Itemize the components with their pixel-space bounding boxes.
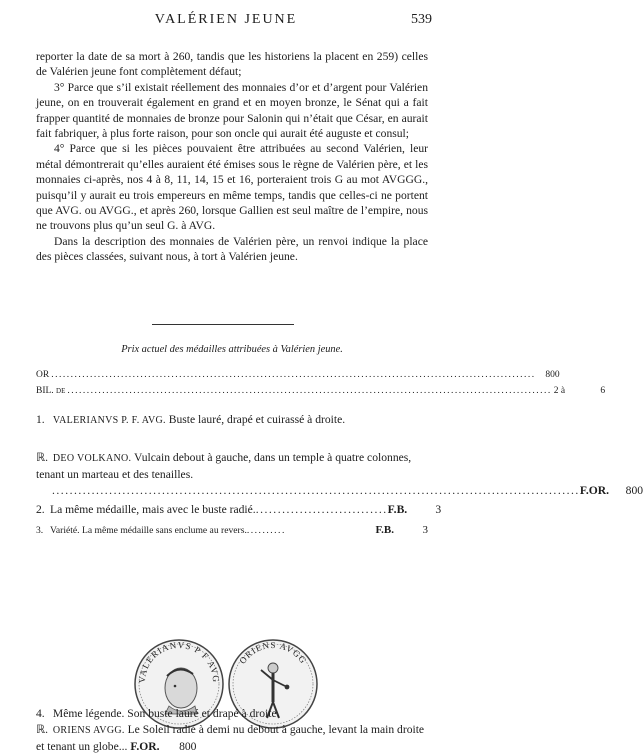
reverse-mark: ℝ.: [36, 451, 49, 464]
coin-entry-2: [36, 502, 442, 518]
reverse-legend: ORIENS AVGG.: [52, 725, 125, 736]
paragraph-point-3: 3° Parce que s’il existait réellement des monnaies d’or et d’argent pour Valérien jeune, on en trouverait également en grand et en moyen bronze, le Sénat qui a fait frapper quantité de monnaies de bronze pour Salonin qui n’était que César, en aurait fait fabriquer, à plus forte raison, pour son oncle qui aurait été auguste et consul;: [36, 80, 428, 141]
entry-metal: F.OR.: [579, 484, 610, 497]
dot-leader: ..............................: [255, 503, 388, 516]
page-number: 539: [411, 12, 432, 27]
entry-number: 4.: [36, 707, 45, 720]
entry-value: 800: [179, 740, 197, 753]
entry-number: 1.: [36, 413, 45, 426]
paragraph-point-4: 4° Parce que si les pièces pouvaient être attribuées au second Valérien, leur métal démontrerait qu’elles auraient été émises sous le règne de Valérien père, et les monnaies ci-après, nos 4 à 8, 11, 14, 15 et 16, porteraient trois G au mot AVGGG., puisqu’il y aurait eu trois empereurs en même temps, tandis que celles-ci ne portent que AVG. ou AVGG., et après 260, lorsque Gallien est seul maître de l’empire, nous ne trouvons plus qu’un seul G. à AVG.: [36, 142, 428, 233]
reverse-mark: ℝ.: [36, 723, 49, 736]
entry-metal: F.B.: [387, 503, 408, 516]
paragraph-renvoi: Dans la description des monnaies de Valérien père, un renvoi indique la place des pièces classées, suivant nous, à tort à Valérien jeune.: [36, 234, 428, 264]
entry-metal: F.OR.: [130, 740, 160, 753]
price-bil-label: BIL. de: [36, 386, 66, 396]
prix-title: Prix actuel des médailles attribuées à Valérien jeune.: [121, 344, 343, 355]
section-divider: [152, 324, 294, 325]
reverse-coin-legend: ORIENS AVGG: [237, 639, 309, 666]
dot-leader: .............................................................................................................................: [67, 386, 552, 396]
entry-description: Buste lauré, drapé et cuirassé à droite.: [168, 413, 346, 426]
price-line-bil: [36, 386, 606, 400]
coin-entry-1: [36, 412, 428, 429]
running-title: VALÉRIEN JEUNE: [154, 12, 298, 27]
entry-number: 3.: [36, 525, 44, 536]
price-line-or: [36, 370, 560, 384]
entry-description: La même médaille, mais avec le buste radié.: [50, 503, 256, 516]
entry-value: 800: [625, 484, 643, 497]
entry-description: Même légende. Son buste lauré et drapé à droite.: [52, 707, 280, 720]
entry-price-line: [36, 483, 643, 499]
reverse-legend: DEO VOLKANO.: [52, 453, 132, 464]
price-bil-range: 2 à: [553, 386, 566, 396]
page-header: [20, 12, 432, 32]
entry-description: Variété. La même médaille sans enclume au revers.: [50, 525, 247, 536]
entry-value: 3: [435, 503, 442, 516]
entry-description: Le Soleil radié à demi nu debout à gauche, levant la main droite et tenant un globe...: [36, 723, 425, 753]
entry-value: 3: [422, 524, 428, 536]
coin-entry-3: [36, 522, 428, 539]
dot-leader: .............................................................................................................................: [51, 370, 536, 380]
coin-entry-4: [36, 706, 428, 722]
price-bil-value: 6: [600, 386, 606, 396]
coin-entry-reverse-oriens: [36, 722, 428, 755]
entry-description: Vulcain debout à gauche, dans un temple à quatre colonnes, tenant un marteau et des tenailles.: [36, 451, 412, 481]
paragraph-continuation: reporter la date de sa mort à 260, tandis que les historiens la placent en 259) celles de Valérien jeune font complètement défaut;: [36, 50, 428, 79]
entry-metal: F.B.: [375, 524, 394, 536]
coin-entry-reverse-deo-volkano: [36, 450, 643, 499]
obverse-legend: VALERIANVS P. F. AVG.: [52, 415, 166, 426]
dot-leader: ........................................................................................................................: [52, 484, 580, 497]
price-or-value: 800: [545, 370, 560, 380]
price-or-label: OR: [36, 370, 50, 380]
dot-leader: ..........: [246, 525, 286, 536]
body-text: [36, 49, 428, 265]
entry-number: 2.: [36, 503, 45, 516]
obverse-coin-legend: VALERIANVS P F AVG: [136, 639, 222, 684]
